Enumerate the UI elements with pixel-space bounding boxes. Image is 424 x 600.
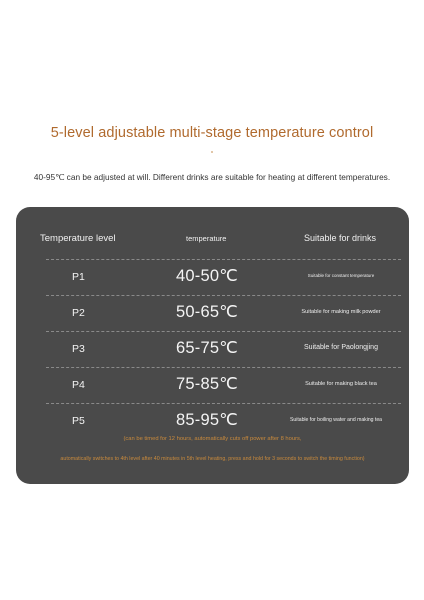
headline: 5-level adjustable multi-stage temperature control [50, 125, 374, 141]
decorative-dot [211, 151, 213, 153]
row-drink: Suitable for boiling water and making tea [289, 417, 383, 423]
row-temperature: 65-75℃ [176, 339, 238, 357]
header-temperature-level: Temperature level [40, 233, 116, 244]
row-divider [46, 259, 401, 260]
row-level: P2 [72, 307, 85, 319]
row-temperature: 40-50℃ [176, 267, 238, 285]
header-temperature: temperature [186, 234, 227, 243]
header-suitable-drinks: Suitable for drinks [304, 233, 377, 243]
row-temperature: 85-95℃ [176, 411, 238, 429]
row-drink: Suitable for making milk powder [301, 309, 381, 315]
row-temperature: 75-85℃ [176, 375, 238, 393]
table-row [16, 331, 409, 367]
row-drink: Suitable for making black tea [305, 381, 377, 387]
row-divider [46, 403, 401, 404]
row-divider [46, 331, 401, 332]
row-level: P4 [72, 379, 85, 391]
row-drink: Suitable for Paolongjing [304, 344, 378, 351]
temperature-table-panel [16, 207, 409, 484]
row-divider [46, 295, 401, 296]
row-level: P3 [72, 343, 85, 355]
row-drink: Suitable for constant temperature [307, 273, 375, 278]
row-level: P5 [72, 415, 85, 427]
table-row [16, 367, 409, 403]
subline: 40-95℃ can be adjusted at will. Different drinks are suitable for heating at different temperatures. [33, 172, 391, 182]
row-level: P1 [72, 271, 85, 283]
table-row [16, 295, 409, 331]
row-divider [46, 367, 401, 368]
row-temperature: 50-65℃ [176, 303, 238, 321]
table-row [16, 403, 409, 439]
timer-note-line-2: automatically switches to 4th level after 40 minutes in 5th level heating, press and hold for 3 seconds to switch the timing function) [60, 456, 365, 462]
timer-note-line-1: (can be timed for 12 hours, automatically cuts off power after 8 hours, [123, 436, 302, 442]
table-row [16, 259, 409, 295]
